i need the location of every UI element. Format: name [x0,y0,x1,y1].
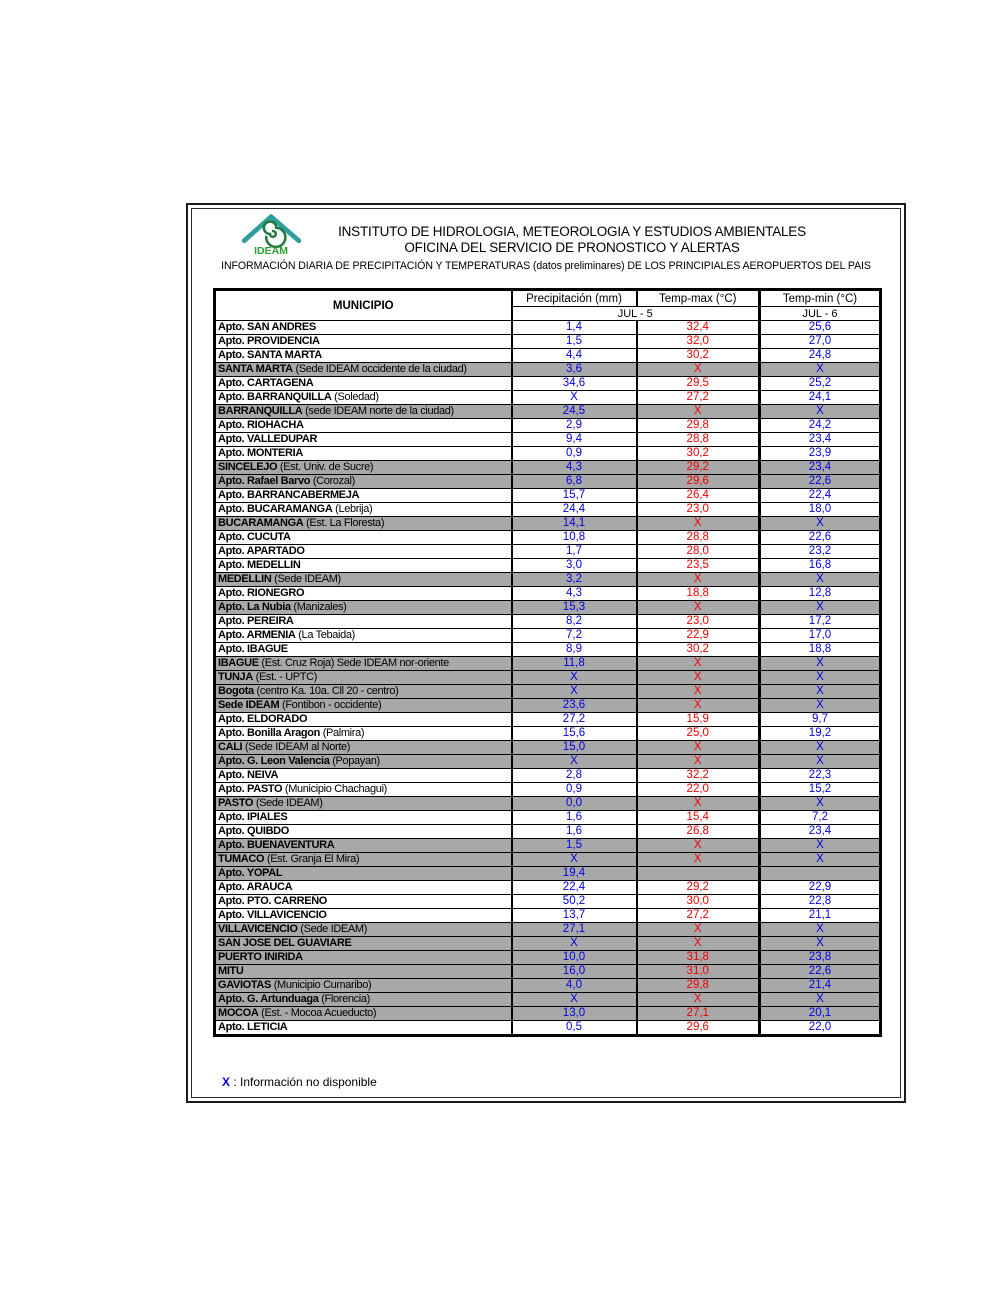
precipitation-cell: 1,6 [512,811,637,825]
precipitation-cell: 27,1 [512,923,637,937]
precipitation-cell: 3,0 [512,559,637,573]
temp-max-cell: 27,1 [637,1007,760,1021]
precipitation-cell: 6,8 [512,475,637,489]
municipio-cell: MEDELLIN (Sede IDEAM) [215,573,512,587]
table-row [215,797,881,811]
municipio-cell: Apto. RIONEGRO [215,587,512,601]
precipitation-cell: 16,0 [512,965,637,979]
precipitation-cell: X [512,937,637,951]
precipitation-cell: 0,0 [512,797,637,811]
table-row [215,923,881,937]
temp-min-cell: X [760,363,881,377]
temp-max-cell: 28,0 [637,545,760,559]
municipio-cell: Apto. ELDORADO [215,713,512,727]
municipio-cell: Apto. VILLAVICENCIO [215,909,512,923]
municipio-cell: Apto. BARRANCABERMEJA [215,489,512,503]
municipio-cell: TUNJA (Est. - UPTC) [215,671,512,685]
precipitation-cell: 3,6 [512,363,637,377]
precipitation-cell: 15,7 [512,489,637,503]
precipitation-cell: 24,5 [512,405,637,419]
col-header-temp-max: Temp-max (°C) [637,290,760,307]
table-row [215,657,881,671]
table-row [215,517,881,531]
table-row [215,615,881,629]
precipitation-cell: X [512,671,637,685]
table-row [215,839,881,853]
temp-max-cell: 22,0 [637,783,760,797]
precipitation-cell: 1,5 [512,839,637,853]
table-row [215,979,881,993]
temp-max-cell: 15,4 [637,811,760,825]
temp-min-cell: X [760,573,881,587]
temp-max-cell: X [637,517,760,531]
table-row [215,741,881,755]
temp-min-cell: X [760,993,881,1007]
temp-max-cell: 31,0 [637,965,760,979]
municipio-cell: Apto. RIOHACHA [215,419,512,433]
table-row [215,629,881,643]
municipio-cell: Apto. BUENAVENTURA [215,839,512,853]
temp-min-cell: 18,8 [760,643,881,657]
temp-max-cell: 30,2 [637,643,760,657]
precipitation-cell: X [512,755,637,769]
precipitation-cell: 3,2 [512,573,637,587]
temp-max-cell: 29,6 [637,1021,760,1036]
temp-min-cell: X [760,405,881,419]
municipio-cell: Apto. PEREIRA [215,615,512,629]
temp-max-cell: 29,5 [637,377,760,391]
municipio-cell: Sede IDEAM (Fontibon - occidente) [215,699,512,713]
municipio-cell: Apto. ARAUCA [215,881,512,895]
date-header-jul6: JUL - 6 [760,307,881,321]
temp-max-cell: 30,2 [637,447,760,461]
temp-max-cell: 25,0 [637,727,760,741]
temp-min-cell: 24,2 [760,419,881,433]
temp-min-cell: 23,4 [760,461,881,475]
temp-max-cell: 29,2 [637,461,760,475]
municipio-cell: Apto. BUCARAMANGA (Lebrija) [215,503,512,517]
municipio-cell: SAN JOSE DEL GUAVIARE [215,937,512,951]
date-header-jul5: JUL - 5 [512,307,760,321]
municipio-cell: Apto. SAN ANDRES [215,321,512,335]
municipio-cell: VILLAVICENCIO (Sede IDEAM) [215,923,512,937]
temp-min-cell: 22,0 [760,1021,881,1036]
municipio-cell: Apto. ARMENIA (La Tebaida) [215,629,512,643]
table-row [215,587,881,601]
table-row [215,895,881,909]
precipitation-cell: 15,0 [512,741,637,755]
table-row [215,447,881,461]
precipitation-cell: X [512,853,637,867]
precipitation-cell: 14,1 [512,517,637,531]
municipio-cell: PASTO (Sede IDEAM) [215,797,512,811]
table-row [215,993,881,1007]
temp-max-cell: X [637,755,760,769]
temp-min-cell: 23,4 [760,825,881,839]
temp-max-cell: 23,5 [637,559,760,573]
temp-min-cell [760,867,881,881]
temp-min-cell: X [760,699,881,713]
table-row [215,699,881,713]
temp-min-cell: 18,0 [760,503,881,517]
temp-max-cell: 28,8 [637,531,760,545]
table-row [215,643,881,657]
temp-min-cell: X [760,671,881,685]
temp-max-cell: 29,6 [637,475,760,489]
municipio-cell: MITU [215,965,512,979]
municipio-cell: Apto. PASTO (Municipio Chachagui) [215,783,512,797]
temp-max-cell: 23,0 [637,615,760,629]
precipitation-cell: 23,6 [512,699,637,713]
precipitation-cell: X [512,993,637,1007]
municipio-cell: Apto. APARTADO [215,545,512,559]
temp-max-cell: 29,8 [637,419,760,433]
temp-max-cell: X [637,363,760,377]
temp-min-cell: 17,2 [760,615,881,629]
table-body [215,321,881,1036]
temp-min-cell: 22,9 [760,881,881,895]
temp-min-cell: 23,2 [760,545,881,559]
table-row [215,937,881,951]
table-row [215,769,881,783]
precipitation-cell: 8,9 [512,643,637,657]
temp-max-cell: X [637,657,760,671]
table-row [215,405,881,419]
table-row [215,755,881,769]
temp-max-cell: X [637,671,760,685]
precipitation-cell: 11,8 [512,657,637,671]
precipitation-cell: 4,4 [512,349,637,363]
table-row [215,349,881,363]
org-title-line2: OFICINA DEL SERVICIO DE PRONOSTICO Y ALERTAS [404,240,740,255]
temp-min-cell: 21,1 [760,909,881,923]
precipitation-cell: 0,5 [512,1021,637,1036]
precipitation-cell: 13,0 [512,1007,637,1021]
precipitation-cell: 1,7 [512,545,637,559]
temp-min-cell: X [760,657,881,671]
municipio-cell: GAVIOTAS (Municipio Cumaribo) [215,979,512,993]
temp-min-cell: 19,2 [760,727,881,741]
legend-note [222,1075,377,1089]
table-row [215,965,881,979]
municipio-cell: CALI (Sede IDEAM al Norte) [215,741,512,755]
legend-text: : Información no disponible [230,1075,377,1089]
temp-min-cell: 25,6 [760,321,881,335]
table-row [215,559,881,573]
table-row [215,1007,881,1021]
precipitation-cell: 9,4 [512,433,637,447]
municipio-cell: Apto. G. Artunduaga (Florencia) [215,993,512,1007]
temp-min-cell: 7,2 [760,811,881,825]
municipio-cell: SINCELEJO (Est. Univ. de Sucre) [215,461,512,475]
temp-max-cell: X [637,853,760,867]
temp-max-cell: 26,4 [637,489,760,503]
col-header-temp-min: Temp-min (°C) [760,290,881,307]
temp-min-cell: 20,1 [760,1007,881,1021]
temp-max-cell [637,867,760,881]
temp-max-cell: X [637,923,760,937]
temp-max-cell: X [637,601,760,615]
table-row [215,377,881,391]
municipio-cell: Apto. CARTAGENA [215,377,512,391]
table-row [215,881,881,895]
precipitation-cell: 15,3 [512,601,637,615]
municipio-cell: Apto. QUIBDO [215,825,512,839]
municipio-cell: Apto. MONTERIA [215,447,512,461]
temp-max-cell: X [637,685,760,699]
municipio-cell: Apto. PTO. CARREÑO [215,895,512,909]
precipitation-cell: 4,3 [512,587,637,601]
col-header-precipitacion: Precipitación (mm) [512,290,637,307]
table-row [215,601,881,615]
precipitation-cell: 1,5 [512,335,637,349]
col-header-municipio: MUNICIPIO [215,290,512,321]
precipitation-cell: 2,9 [512,419,637,433]
municipio-cell: Apto. BARRANQUILLA (Soledad) [215,391,512,405]
table-row [215,727,881,741]
temp-max-cell: 18,8 [637,587,760,601]
precipitation-cell: 13,7 [512,909,637,923]
temp-min-cell: 16,8 [760,559,881,573]
precipitation-cell: 4,3 [512,461,637,475]
municipio-cell: Apto. CUCUTA [215,531,512,545]
municipio-cell: MOCOA (Est. - Mocoa Acueducto) [215,1007,512,1021]
temp-max-cell: 32,2 [637,769,760,783]
weather-data-table [213,288,882,1037]
temp-max-cell: 22,9 [637,629,760,643]
precipitation-cell: 34,6 [512,377,637,391]
precipitation-cell: 4,0 [512,979,637,993]
municipio-cell: Apto. IPIALES [215,811,512,825]
table-row [215,461,881,475]
table-row [215,503,881,517]
temp-max-cell: 23,0 [637,503,760,517]
temp-max-cell: 29,8 [637,979,760,993]
municipio-cell: BARRANQUILLA (sede IDEAM norte de la ciudad) [215,405,512,419]
temp-max-cell: X [637,573,760,587]
temp-max-cell: 27,2 [637,909,760,923]
municipio-cell: IBAGUE (Est. Cruz Roja) Sede IDEAM nor-oriente [215,657,512,671]
temp-min-cell: 22,6 [760,531,881,545]
precipitation-cell: X [512,391,637,405]
legend-x-symbol: X [222,1075,231,1089]
header-row-columns [215,290,881,307]
temp-min-cell: 23,8 [760,951,881,965]
table-row [215,685,881,699]
table-row [215,475,881,489]
municipio-cell: Apto. PROVIDENCIA [215,335,512,349]
table-row [215,531,881,545]
table-row [215,867,881,881]
temp-min-cell: X [760,755,881,769]
municipio-cell: PUERTO INIRIDA [215,951,512,965]
table-row [215,671,881,685]
temp-max-cell: 30,2 [637,349,760,363]
temp-min-cell: 22,6 [760,475,881,489]
table-row [215,783,881,797]
temp-max-cell: 30,0 [637,895,760,909]
precipitation-cell: 1,4 [512,321,637,335]
temp-min-cell: 24,1 [760,391,881,405]
table-row [215,419,881,433]
temp-min-cell: X [760,797,881,811]
table-row [215,433,881,447]
temp-min-cell: 23,4 [760,433,881,447]
municipio-cell: Apto. Rafael Barvo (Corozal) [215,475,512,489]
temp-max-cell: X [637,699,760,713]
temp-min-cell: 22,6 [760,965,881,979]
report-subtitle: INFORMACIÓN DIARIA DE PRECIPITACIÓN Y TEMPERATURAS (datos preliminares) DE LOS PRINCIPIALES AEROPUERTOS DEL PAIS [221,260,871,272]
logo-text: IDEAM [254,245,289,257]
municipio-cell: Bogota (centro Ka. 10a. Cll 20 - centro) [215,685,512,699]
table-row [215,321,881,335]
precipitation-cell: 27,2 [512,713,637,727]
temp-min-cell: 22,4 [760,489,881,503]
table-row [215,363,881,377]
precipitation-cell: 0,9 [512,447,637,461]
temp-min-cell: X [760,937,881,951]
municipio-cell: TUMACO (Est. Granja El Mira) [215,853,512,867]
temp-min-cell: X [760,741,881,755]
table-row [215,1021,881,1036]
municipio-cell: Apto. NEIVA [215,769,512,783]
precipitation-cell: 15,6 [512,727,637,741]
municipio-cell: Apto. MEDELLIN [215,559,512,573]
precipitation-cell: 1,6 [512,825,637,839]
temp-max-cell: X [637,993,760,1007]
table-row [215,811,881,825]
table-row [215,545,881,559]
temp-min-cell: 22,8 [760,895,881,909]
municipio-cell: Apto. G. Leon Valencia (Popayan) [215,755,512,769]
municipio-cell: Apto. VALLEDUPAR [215,433,512,447]
org-title-line1: INSTITUTO DE HIDROLOGIA, METEOROLOGIA Y ESTUDIOS AMBIENTALES [338,224,806,239]
municipio-cell: Apto. La Nubia (Manizales) [215,601,512,615]
temp-min-cell: 22,3 [760,769,881,783]
temp-min-cell: 25,2 [760,377,881,391]
temp-min-cell: 12,8 [760,587,881,601]
temp-min-cell: X [760,839,881,853]
document-inner-border [191,208,901,1098]
municipio-cell: Apto. YOPAL [215,867,512,881]
temp-max-cell: 27,2 [637,391,760,405]
precipitation-cell: 7,2 [512,629,637,643]
temp-min-cell: 21,4 [760,979,881,993]
temp-max-cell: 28,8 [637,433,760,447]
table-row [215,335,881,349]
temp-max-cell: 32,4 [637,321,760,335]
precipitation-cell: 50,2 [512,895,637,909]
temp-max-cell: X [637,405,760,419]
temp-max-cell: 26,8 [637,825,760,839]
municipio-cell: Apto. IBAGUE [215,643,512,657]
temp-max-cell: 15,9 [637,713,760,727]
temp-max-cell: 31,8 [637,951,760,965]
municipio-cell: Apto. SANTA MARTA [215,349,512,363]
temp-max-cell: X [637,741,760,755]
precipitation-cell: 22,4 [512,881,637,895]
table-row [215,909,881,923]
precipitation-cell: 10,0 [512,951,637,965]
temp-max-cell: X [637,937,760,951]
municipio-cell: BUCARAMANGA (Est. La Floresta) [215,517,512,531]
temp-min-cell: 24,8 [760,349,881,363]
temp-max-cell: X [637,797,760,811]
temp-min-cell: X [760,685,881,699]
document-frame [186,203,906,1103]
table-header [215,290,881,321]
temp-min-cell: 9,7 [760,713,881,727]
table-row [215,489,881,503]
precipitation-cell: 0,9 [512,783,637,797]
precipitation-cell: 8,2 [512,615,637,629]
temp-min-cell: 15,2 [760,783,881,797]
municipio-cell: SANTA MARTA (Sede IDEAM occidente de la ciudad) [215,363,512,377]
temp-min-cell: X [760,517,881,531]
precipitation-cell: 24,4 [512,503,637,517]
temp-min-cell: X [760,601,881,615]
temp-min-cell: 27,0 [760,335,881,349]
table-row [215,853,881,867]
precipitation-cell: 10,8 [512,531,637,545]
temp-max-cell: 32,0 [637,335,760,349]
table-row [215,951,881,965]
table-row [215,391,881,405]
temp-max-cell: X [637,839,760,853]
temp-min-cell: 23,9 [760,447,881,461]
data-table-wrapper [213,288,882,1037]
header-titles [192,224,900,273]
precipitation-cell: 2,8 [512,769,637,783]
temp-min-cell: X [760,923,881,937]
table-row [215,573,881,587]
table-row [215,713,881,727]
temp-min-cell: 17,0 [760,629,881,643]
municipio-cell: Apto. LETICIA [215,1021,512,1036]
municipio-cell: Apto. Bonilla Aragon (Palmira) [215,727,512,741]
table-row [215,825,881,839]
temp-min-cell: X [760,853,881,867]
precipitation-cell: X [512,685,637,699]
precipitation-cell: 19,4 [512,867,637,881]
temp-max-cell: 29,2 [637,881,760,895]
